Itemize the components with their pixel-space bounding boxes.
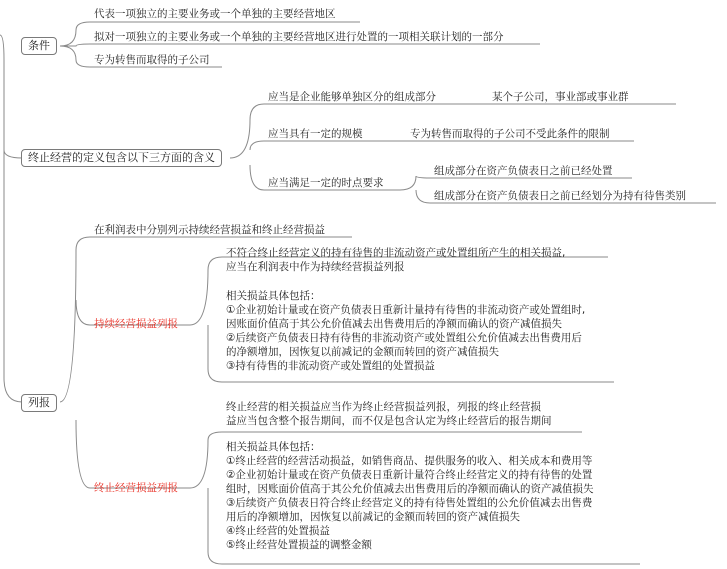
aspect-1-label[interactable]: 应当是企业能够单独区分的组成部分 [268,91,436,103]
aspect-2-label[interactable]: 应当具有一定的规模 [268,128,363,140]
node-definition[interactable]: 终止经营的定义包含以下三方面的含义 [21,149,222,167]
condition-item-2[interactable]: 拟对一项独立的主要业务或一个单独的主要经营地区进行处置的一项相关联计划的一部分 [94,31,504,43]
continuing-detail-line: ②后续资产负债表日持有待售的非流动资产或处置组公允价值减去出售费用后 [226,332,582,344]
continuing-detail-line: 因账面价值高于其公允价值减去出售费用后的净额而确认的资产减值损失 [226,318,562,330]
presentation-intro[interactable]: 在利润表中分别列示持续经营损益和终止经营损益 [94,224,325,236]
discontinued-detail-line: ⑤终止经营处置损益的调整金额 [226,539,372,551]
continuing-details[interactable] [226,289,585,373]
continuing-label[interactable]: 持续经营损益列报 [94,318,178,330]
discontinued-detail-line: 用后的净额增加，因恢复以前减记的金额而转回的资产减值损失 [226,511,520,523]
discontinued-detail-line: ④终止经营的处置损益 [226,525,330,537]
continuing-detail-line: 的净额增加，因恢复以前减记的金额而转回的资产减值损失 [226,346,499,358]
continuing-note-line: 不符合终止经营定义的持有待售的非流动资产或处置组所产生的相关损益, [226,247,566,259]
continuing-detail-line: ③持有待售的非流动资产或处置组的处置损益 [226,360,435,372]
discontinued-detail-line: 相关损益具体包括： [226,441,321,453]
continuing-detail-line: 相关损益具体包括： [226,290,321,302]
node-conditions[interactable]: 条件 [21,37,57,55]
aspect-2-detail[interactable]: 专为转售而取得的子公司不受此条件的限制 [410,128,610,140]
root-connector [0,35,22,402]
discontinued-detail-line: ①终止经营的经营活动损益，如销售商品、提供服务的收入、相关成本和费用等 [226,455,593,467]
root-branch-definition [4,150,22,158]
continuing-note-line: 应当在利润表中作为持续经营损益列报 [226,261,405,273]
aspect-3-detail-2[interactable]: 组成部分在资产负债表日之前已经划分为持有待售类别 [434,190,686,202]
discontinued-label[interactable]: 终止经营损益列报 [94,482,178,494]
condition-item-3[interactable]: 专为转售而取得的子公司 [94,54,210,66]
discontinued-note[interactable] [226,400,552,428]
continuing-detail-line: ①企业初始计量或在资产负债表日重新计量持有待售的非流动资产或处置组时, [226,304,586,316]
continuing-note[interactable] [226,246,565,274]
aspect-1-detail[interactable]: 某个子公司，事业部或事业群 [492,91,629,103]
condition-item-1[interactable]: 代表一项独立的主要业务或一个单独的主要经营地区 [94,8,336,20]
aspect-3-detail-1[interactable]: 组成部分在资产负债表日之前已经处置 [434,165,613,177]
discontinued-note-line: 终止经营的相关损益应当作为终止经营损益列报，列报的终止经营损 [226,401,541,413]
discontinued-detail-line: ③后续资产负债表日符合终止经营定义的持有待售处置组的公允价值减去出售费 [226,497,593,509]
discontinued-detail-line: ②企业初始计量或在资产负债表日重新计量符合终止经营定义的持有待售的处置 [226,469,593,481]
discontinued-detail-line: 组时，因账面价值高于其公允价值减去出售费用后的净额而确认的资产减值损失 [226,483,594,495]
node-presentation[interactable]: 列报 [21,394,57,412]
aspect-3-label[interactable]: 应当满足一定的时点要求 [268,177,384,189]
discontinued-note-line: 益应当包含整个报告期间，而不仅是包含认定为终止经营后的报告期间 [226,415,552,427]
discontinued-details[interactable] [226,440,594,552]
